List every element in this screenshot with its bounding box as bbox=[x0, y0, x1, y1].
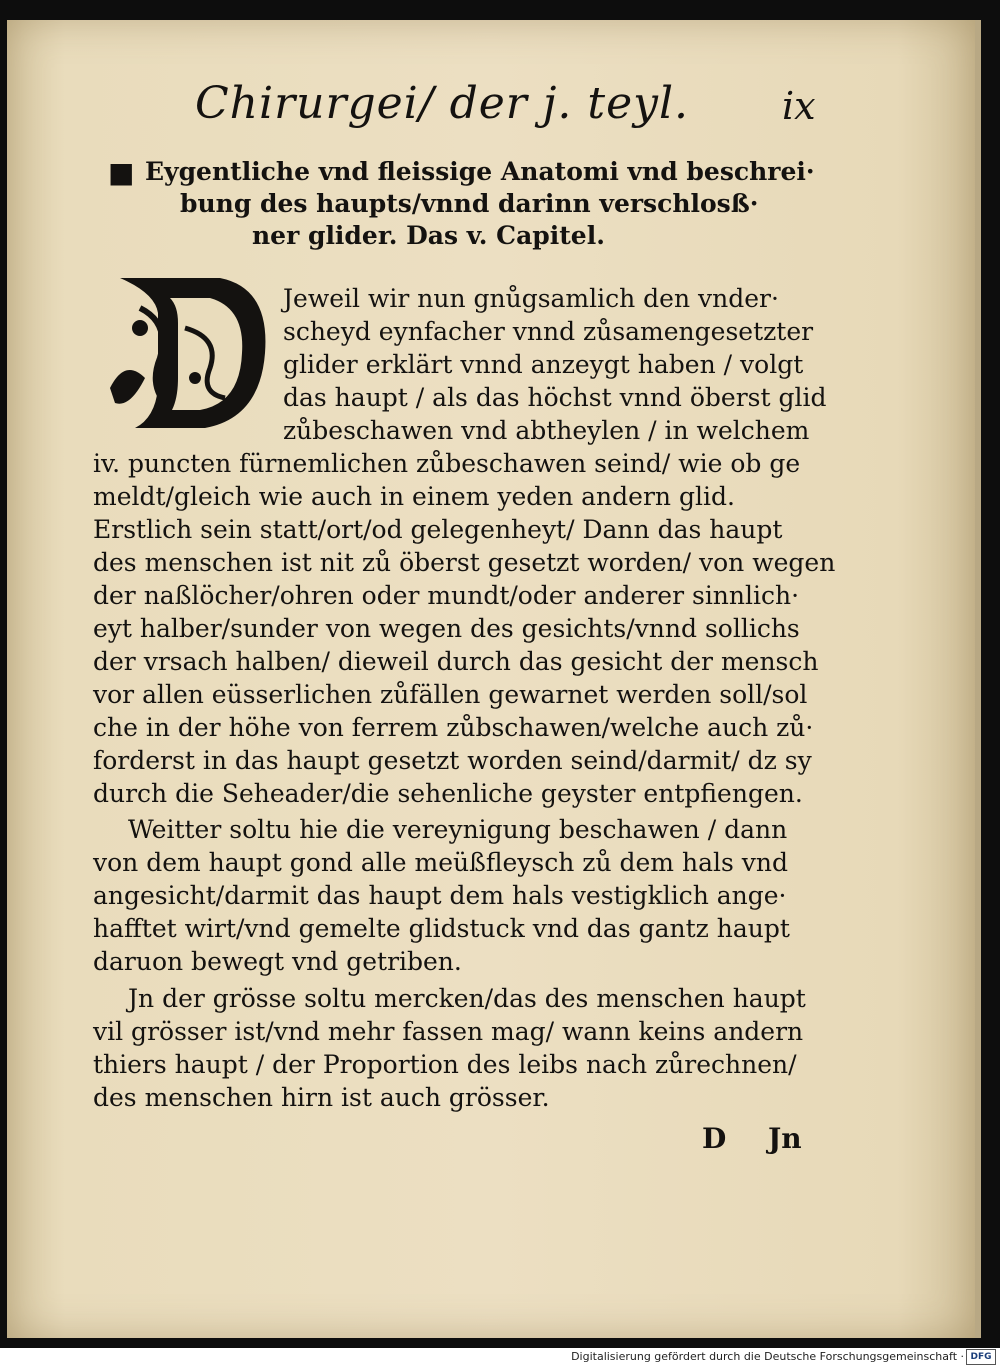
chapter-heading-line-3: ner glider. Das v. Capitel. bbox=[252, 221, 605, 250]
body-line: Jn der grösse soltu mercken/das des menschen haupt bbox=[128, 984, 806, 1013]
chapter-heading-line-2: bung des haupts/vnnd darinn verschlosß· bbox=[180, 189, 759, 218]
body-line: von dem haupt gond alle meüßfleysch zů dem hals vnd bbox=[93, 848, 788, 877]
body-line: hafftet wirt/vnd gemelte glidstuck vnd das gantz haupt bbox=[93, 914, 790, 943]
body-line: Erstlich sein statt/ort/od gelegenheyt/ Dann das haupt bbox=[93, 515, 783, 544]
body-line: vil grösser ist/vnd mehr fassen mag/ wann keins andern bbox=[93, 1017, 804, 1046]
paragraph-mark-icon: ■ bbox=[108, 156, 135, 189]
body-line: das haupt / als das höchst vnnd öberst glid bbox=[283, 383, 827, 412]
body-line: der vrsach halben/ dieweil durch das gesicht der mensch bbox=[93, 647, 819, 676]
signature-mark: D bbox=[702, 1122, 727, 1155]
funding-credit: Digitalisierung gefördert durch die Deutsche Forschungsgemeinschaft · bbox=[571, 1350, 964, 1363]
body-line: meldt/gleich wie auch in einem yeden andern glid. bbox=[93, 482, 735, 511]
body-line: durch die Seheader/die sehenliche geyster entpfiengen. bbox=[93, 779, 803, 808]
body-line: des menschen hirn ist auch grösser. bbox=[93, 1083, 550, 1112]
folio-number: ix bbox=[782, 84, 816, 128]
body-line: des menschen ist nit zů öberst gesetzt worden/ von wegen bbox=[93, 548, 836, 577]
body-line: thiers haupt / der Proportion des leibs nach zůrechnen/ bbox=[93, 1050, 797, 1079]
chapter-heading-line-1: Eygentliche vnd fleissige Anatomi vnd beschrei· bbox=[145, 157, 815, 186]
catchword: Jn bbox=[768, 1122, 802, 1155]
decorated-initial bbox=[100, 268, 270, 433]
body-line: vor allen eüsserlichen zůfällen gewarnet werden soll/sol bbox=[93, 680, 808, 709]
body-line: angesicht/darmit das haupt dem hals vestigklich ange· bbox=[93, 881, 787, 910]
dfg-logo: DFG bbox=[966, 1349, 996, 1365]
body-line: glider erklärt vnnd anzeygt haben / volgt bbox=[283, 350, 804, 379]
body-line: che in der höhe von ferrem zůbschawen/welche auch zů· bbox=[93, 713, 814, 742]
body-line: zůbeschawen vnd abtheylen / in welchem bbox=[283, 416, 810, 445]
body-line: der naßlöcher/ohren oder mundt/oder anderer sinnlich· bbox=[93, 581, 800, 610]
body-line: Weitter soltu hie die vereynigung beschawen / dann bbox=[128, 815, 788, 844]
body-line: daruon bewegt vnd getriben. bbox=[93, 947, 462, 976]
body-line: iv. puncten fürnemlichen zůbeschawen seind/ wie ob ge bbox=[93, 449, 801, 478]
running-head: Chirurgei/ der j. teyl. bbox=[195, 78, 690, 129]
body-line: eyt halber/sunder von wegen des gesichts/vnnd sollichs bbox=[93, 614, 800, 643]
page-edge bbox=[975, 20, 981, 1338]
body-line: Jeweil wir nun gnůgsamlich den vnder· bbox=[283, 284, 779, 313]
body-line: scheyd eynfacher vnnd zůsamengesetzter bbox=[283, 317, 814, 346]
body-line: forderst in das haupt gesetzt worden seind/darmit/ dz sy bbox=[93, 746, 812, 775]
